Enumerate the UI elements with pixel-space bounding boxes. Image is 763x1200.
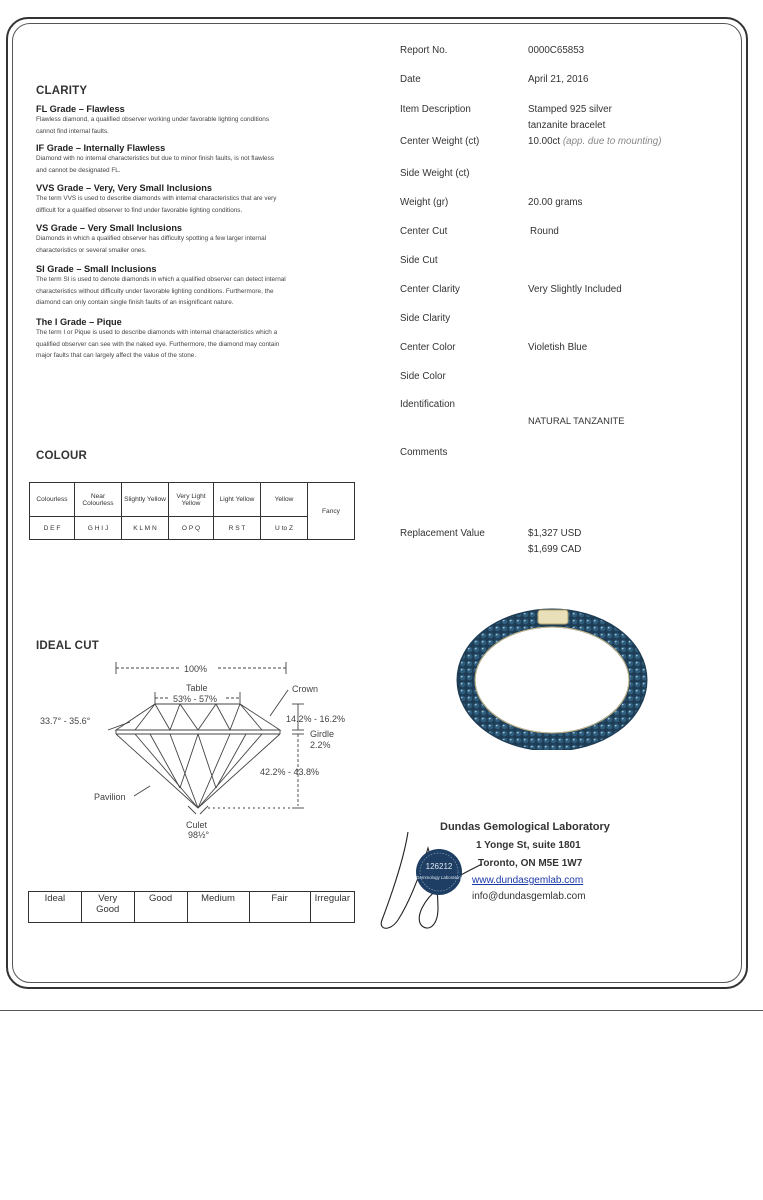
field-value-identification: NATURAL TANZANITE	[528, 415, 625, 426]
bracelet-clasp	[538, 610, 568, 624]
field-label-center-clarity: Center Clarity	[400, 284, 460, 295]
grade-description	[36, 193, 356, 216]
field-value-weight-gr: 20.00 grams	[528, 197, 583, 208]
grade-heading: FL Grade – Flawless	[36, 104, 125, 114]
culet-label: Culet	[186, 820, 208, 830]
grade-description	[36, 327, 356, 362]
field-label-center-color: Center Color	[400, 342, 456, 353]
grade-text-line: characteristics without difficulty under favorable lighting conditions. Furthermore, the	[36, 287, 274, 295]
grade-text-line: cannot find internal faults.	[36, 127, 109, 135]
grade-text-line: The term I or Pique is used to describe diamonds with internal characteristics which a	[36, 329, 278, 336]
grade-text-line: Diamonds in which a qualified observer has difficulty spotting a few larger internal	[36, 235, 267, 242]
colour-col-fancy: Fancy	[308, 483, 355, 540]
colour-col-slightly-yellow: Slightly Yellow	[122, 483, 169, 517]
field-label-weight-gr: Weight (gr)	[400, 197, 449, 208]
field-label-side-weight: Side Weight (ct)	[400, 168, 470, 179]
field-label-center-cut: Center Cut	[400, 226, 448, 237]
grade-heading: SI Grade – Small Inclusions	[36, 264, 157, 274]
pavilion-leader	[134, 786, 150, 796]
colour-title: COLOUR	[36, 450, 88, 462]
grade-description	[36, 274, 356, 309]
field-label-item-description: Item Description	[400, 104, 471, 115]
grade-description	[36, 114, 356, 137]
colour-col-colourless: Colourless	[30, 483, 75, 517]
diamond-crown-outline	[116, 704, 280, 730]
colour-range-rst: R S T	[214, 517, 261, 540]
girdle-pct-label: 2.2%	[310, 740, 331, 750]
field-value-report-no: 0000C65853	[528, 45, 585, 56]
field-label-comments: Comments	[400, 447, 448, 458]
field-value-date: April 21, 2016	[528, 74, 589, 85]
cut-grade-irregular: Irregular	[310, 892, 354, 923]
pavilion-depth-label: 42.2% - 43.8%	[260, 767, 320, 777]
colour-col-light-yellow: Light Yellow	[214, 483, 261, 517]
colour-range-u-to-z: U to Z	[261, 517, 308, 540]
grade-text-line: The term SI is used to denote diamonds in which a qualified observer can detect internal	[36, 276, 286, 283]
grade-text-line: characteristics or several smaller ones.	[36, 246, 147, 254]
seal-number: 126212	[425, 862, 453, 871]
grade-text-line: Flawless diamond, a qualified observer working under favorable lighting conditions	[36, 116, 270, 123]
field-label-date: Date	[400, 74, 421, 85]
dim-width-label: 100%	[184, 664, 208, 674]
grade-text-line: and cannot be designated FL.	[36, 166, 121, 174]
field-value-item-description-line2: tanzanite bracelet	[528, 120, 606, 131]
field-value-center-color: Violetish Blue	[528, 342, 588, 353]
diamond-pavilion-outline	[116, 734, 280, 808]
clarity-grade-vs	[36, 223, 356, 256]
field-value-center-clarity: Very Slightly Included	[528, 284, 622, 295]
culet-angle-label: 98½°	[188, 830, 210, 840]
seal-text: Gemmology Laboratory	[416, 875, 462, 880]
lab-address-line2: Toronto, ON M5E 1W7	[478, 858, 583, 869]
page-bottom-rule	[0, 1010, 763, 1011]
grade-heading: IF Grade – Internally Flawless	[36, 143, 166, 153]
crown-angle-leader	[108, 722, 130, 730]
cut-grade-ideal: Ideal	[29, 892, 82, 923]
clarity-grade-vvs	[36, 183, 356, 216]
colour-col-yellow: Yellow	[261, 483, 308, 517]
lab-seal	[400, 848, 478, 896]
field-value-replacement-usd: $1,327 USD	[528, 528, 582, 539]
grade-heading: VS Grade – Very Small Inclusions	[36, 223, 183, 233]
center-weight-value: 10.00ct	[528, 136, 561, 147]
crown-angle-label: 33.7° - 35.6°	[40, 716, 91, 726]
crown-height-label: 14.2% - 16.2%	[286, 714, 346, 724]
grade-text-line: The term VVS is used to describe diamonds with internal characteristics that are very	[36, 195, 277, 202]
cut-grade-table	[28, 891, 355, 923]
clarity-grade-if	[36, 143, 356, 176]
dim-table-title: Table	[186, 683, 208, 693]
field-value-center-weight	[528, 136, 661, 147]
clarity-title: CLARITY	[36, 85, 88, 97]
field-label-side-cut: Side Cut	[400, 255, 438, 266]
grade-heading: VVS Grade – Very, Very Small Inclusions	[36, 183, 213, 193]
field-label-side-clarity: Side Clarity	[400, 313, 451, 324]
grade-heading: The I Grade – Pique	[36, 317, 122, 327]
grade-text-line: diamond can only contain single finish faults of an insignificant nature.	[36, 299, 234, 306]
field-label-replacement-value: Replacement Value	[400, 528, 485, 539]
grade-description	[36, 153, 356, 176]
ideal-cut-diagram	[30, 658, 360, 840]
lab-email: info@dundasgemlab.com	[472, 891, 586, 902]
field-value-replacement-cad: $1,699 CAD	[528, 544, 582, 555]
clarity-grade-si	[36, 264, 356, 309]
field-label-report-no: Report No.	[400, 45, 448, 56]
bracelet-band	[466, 618, 638, 742]
colour-range-ghij: G H I J	[75, 517, 122, 540]
crown-label: Crown	[292, 684, 319, 694]
cut-grade-medium: Medium	[187, 892, 249, 923]
lab-address-line1: 1 Yonge St, suite 1801	[476, 840, 581, 851]
clarity-grade-i	[36, 317, 356, 362]
center-weight-note: (app. due to mounting)	[562, 136, 662, 147]
clarity-grade-fl	[36, 104, 356, 137]
colour-range-def: D E F	[30, 517, 75, 540]
ideal-cut-title: IDEAL CUT	[36, 640, 99, 652]
lab-website-link[interactable]: www.dundasgemlab.com	[472, 875, 584, 886]
crown-leader	[270, 690, 288, 716]
dim-table-label: 53% - 57%	[173, 694, 218, 704]
lab-name: Dundas Gemological Laboratory	[440, 821, 610, 833]
field-label-side-color: Side Color	[400, 371, 446, 382]
colour-scale-table	[29, 482, 355, 540]
grade-text-line: major faults that can largely affect the value of the stone.	[36, 352, 197, 359]
grade-text-line: difficult for a qualified observer to find under favorable lighting conditions.	[36, 206, 243, 214]
field-value-item-description: Stamped 925 silver	[528, 104, 612, 115]
colour-range-klmn: K L M N	[122, 517, 169, 540]
grade-description	[36, 233, 356, 256]
girdle-label: Girdle	[310, 729, 335, 739]
cut-grade-good: Good	[134, 892, 187, 923]
grade-text-line: Diamond with no internal characteristics but due to minor finish faults, is not flawless	[36, 155, 274, 162]
field-label-center-weight: Center Weight (ct)	[400, 136, 480, 147]
grade-text-line: qualified observer can see with the naked eye. Furthermore, the diamond may contain	[36, 340, 280, 348]
cut-grade-fair: Fair	[249, 892, 310, 923]
colour-col-near-colourless: Near Colourless	[75, 483, 122, 517]
field-value-center-cut: Round	[530, 226, 559, 237]
colour-col-very-light-yellow: Very Light Yellow	[169, 483, 214, 517]
pavilion-label: Pavilion	[94, 792, 126, 802]
cut-grade-very-good: Very Good	[81, 892, 134, 923]
field-label-identification: Identification	[400, 399, 456, 410]
colour-range-opq: O P Q	[169, 517, 214, 540]
bracelet-photo	[452, 590, 652, 750]
